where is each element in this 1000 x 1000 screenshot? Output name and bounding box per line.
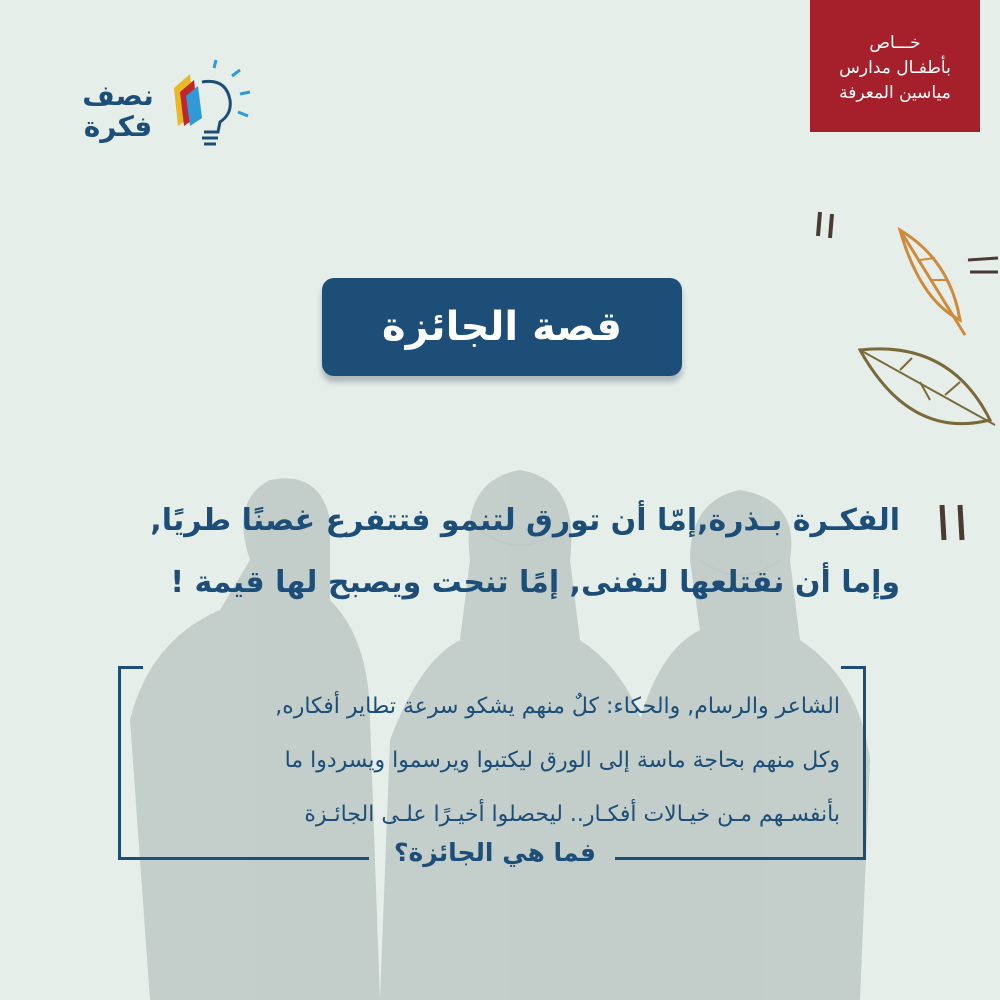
badge-line-1: خـــاص	[869, 32, 921, 53]
story-question: فما هي الجائزة؟	[393, 838, 597, 867]
page-title: قصة الجائزة	[382, 304, 622, 350]
school-badge	[810, 0, 980, 132]
story-line-2: وكل منهم بحاجة ماسة إلى الورق ليكتبوا ويرسموا ويسردوا ما	[284, 748, 840, 773]
intro-line-2: وإما أن نقتلعها لتفنى, إمًا تنحت ويصبح لها قيمة !	[170, 565, 900, 600]
frame-corner	[615, 857, 863, 860]
logo-line-1: نصف	[82, 79, 154, 112]
story-paragraph	[172, 680, 840, 842]
frame-corner	[841, 666, 863, 669]
frame-corner	[121, 857, 369, 860]
intro-line-1: الفكـرة بـذرة,إمّا أن تورق لتنمو فتتفرع غصنًا طريًا,	[150, 503, 900, 538]
title-banner	[322, 278, 682, 376]
logo-line-2: فكرة	[83, 110, 153, 143]
story-line-1: الشاعر والرسام, والحكاء: كلٌ منهم يشكو سرعة تطاير أفكاره,	[275, 694, 840, 719]
lightbulb-book-icon	[154, 58, 254, 158]
badge-line-2: بأطفـال مدارس	[839, 57, 951, 78]
story-line-3: بأنفسـهم مـن خيـالات أفكـار.. ليحصلوا أخيـرًا علـى الجائـزة	[304, 802, 840, 827]
intro-paragraph	[100, 490, 900, 614]
badge-line-3: مياسين المعرفة	[839, 82, 951, 103]
brand-logo[interactable]	[62, 58, 252, 158]
frame-corner	[121, 666, 143, 669]
